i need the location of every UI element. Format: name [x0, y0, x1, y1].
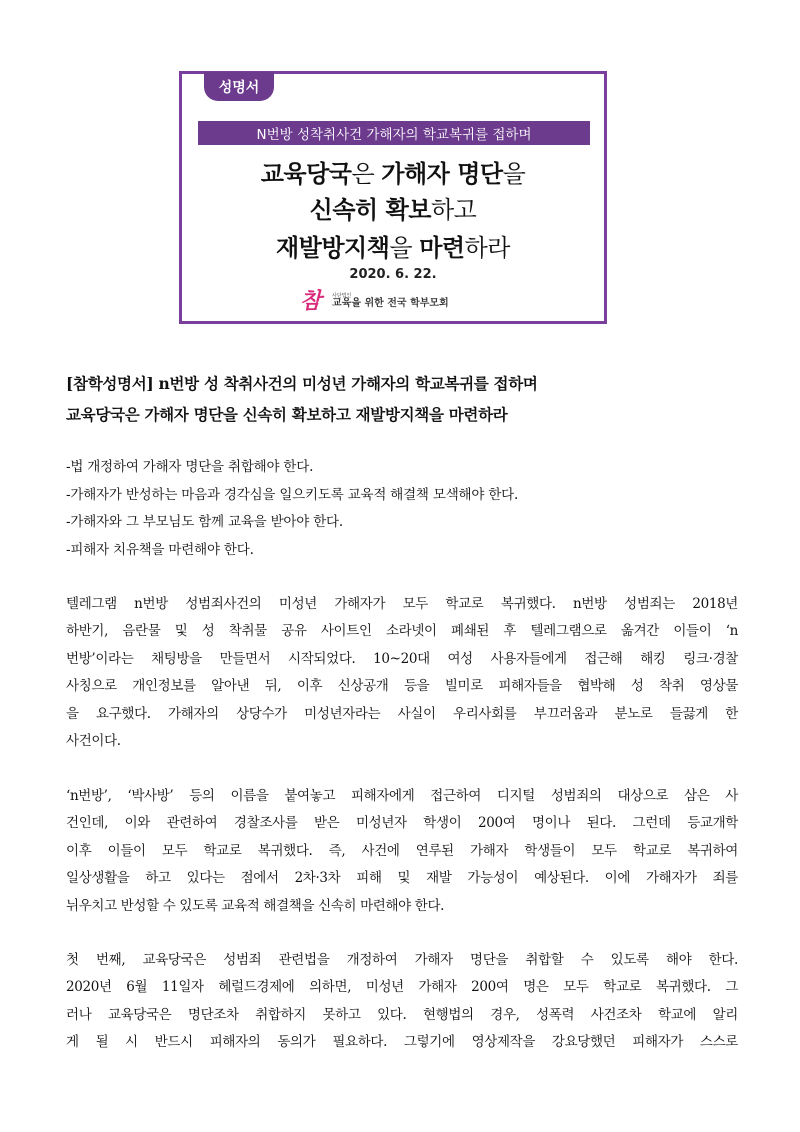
paragraph-line: 하반기, 음란물 및 성 착취물 공유 사이트인 소라넷이 폐쇄된 후 텔레그램으로 옮겨간 이들이 ‘n [66, 623, 738, 640]
org-name: 교육을 위한 전국 학부모회 [332, 297, 449, 309]
paragraph-3 [66, 947, 738, 1057]
banner-line-2-bold: 신속히 확보 [309, 196, 431, 224]
bullet-item: -가해자와 그 부모님도 함께 교육을 받아야 한다. [66, 514, 343, 530]
bullet-item: -가해자가 반성하는 마음과 경각심을 일으키도록 교육적 해결책 모색해야 한다. [66, 486, 519, 503]
document-heading [66, 368, 746, 430]
summary-bullets [66, 454, 746, 564]
bullet-item: -피해자 치유책을 마련해야 한다. [66, 541, 254, 558]
banner-line-1 [182, 154, 604, 189]
banner-line-3-bold-b: 마련 [419, 234, 465, 262]
paragraph-line: 첫 번째, 교육당국은 성범죄 관련법을 개정하여 가해자 명단을 취합할 수 있도록 해야 한다. [66, 952, 738, 968]
org-small-label: 사단법인 [332, 292, 352, 299]
banner-line-2-light: 하고 [430, 196, 477, 224]
paragraph-line: 을 요구했다. 가해자의 상당수가 미성년자라는 사실이 우리사회를 부끄러움과 분노로 들끓게 한 [66, 705, 738, 722]
organization-logo [300, 288, 449, 314]
banner-line-1-light: 은 [351, 160, 382, 188]
banner-line-1-light-b: 을 [502, 160, 526, 188]
statement-banner [179, 71, 607, 324]
banner-line-2 [182, 190, 604, 225]
banner-line-3 [182, 228, 604, 263]
heading-line-2: 교육당국은 가해자 명단을 신속히 확보하고 재발방지책을 마련하라 [66, 405, 508, 424]
banner-subtitle: N번방 성착취사건 가해자의 학교복귀를 접하며 [198, 121, 590, 145]
banner-line-3-bold-a: 재발방지책 [276, 234, 390, 262]
paragraph-line: 2020년 6월 11일자 헤럴드경제에 의하면, 미성년 가해자 200여 명은 모두 학교로 복귀했다. 그 [66, 979, 738, 996]
paragraph-line: 번방’이라는 채팅방을 만들면서 시작되었다. 10~20대 여성 사용자들에게 접근해 해킹 링크·경찰 [66, 650, 738, 667]
statement-tag: 성명서 [204, 72, 274, 101]
banner-line-3-light: 을 [389, 234, 420, 262]
paragraph-line: 뉘우치고 반성할 수 있도록 교육적 해결책을 신속히 마련해야 한다. [66, 897, 445, 914]
paragraph-line: 텔레그램 n번방 성범죄사건의 미성년 가해자가 모두 학교로 복귀했다. n번방 성범죄는 2018년 [66, 596, 738, 612]
paragraph-line: 건인데, 이와 관련하여 경찰조사를 받은 미성년자 학생이 200여 명이나 된다. 그런데 등교개학 [66, 815, 738, 832]
paragraph-2 [66, 783, 738, 920]
paragraph-1 [66, 591, 738, 755]
banner-line-3-light-b: 하라 [464, 234, 510, 262]
paragraph-line: 러나 교육당국은 명단조차 취합하지 못하고 있다. 현행법의 경우, 성폭력 사건조차 학교에 알리 [66, 1006, 738, 1023]
paragraph-line: 사건이다. [66, 733, 121, 750]
paragraph-line: 일상생활을 하고 있다는 점에서 2차·3차 피해 및 재발 가능성이 예상된다. 이에 가해자가 죄를 [66, 870, 738, 887]
bullet-item: -법 개정하여 가해자 명단을 취합해야 한다. [66, 459, 314, 475]
banner-date: 2020. 6. 22. [349, 267, 437, 282]
paragraph-line: 사칭으로 개인정보를 알아낸 뒤, 이후 신상공개 등을 빌미로 피해자들을 협박해 성 착취 영상물 [66, 678, 738, 695]
org-logo-icon: 참 [300, 288, 322, 314]
banner-line-1-bold-a: 교육당국 [260, 160, 352, 188]
org-text [332, 294, 449, 309]
banner-line-1-bold-b: 가해자 명단 [381, 160, 503, 188]
paragraph-line: 이후 이들이 모두 학교로 복귀했다. 즉, 사건에 연루된 가해자 학생들이 모두 학교로 복귀하여 [66, 842, 738, 859]
paragraph-line: 게 될 시 반드시 피해자의 동의가 필요하다. 그렇기에 영상제작을 강요당했던 피해자가 스스로 [66, 1034, 738, 1051]
heading-line-1: [참학성명서] n번방 성 착취사건의 미성년 가해자의 학교복귀를 접하며 [66, 374, 538, 393]
paragraph-line: ‘n번방’, ‘박사방’ 등의 이름을 붙여놓고 피해자에게 접근하여 디지털 성범죄의 대상으로 삼은 사 [66, 788, 738, 804]
